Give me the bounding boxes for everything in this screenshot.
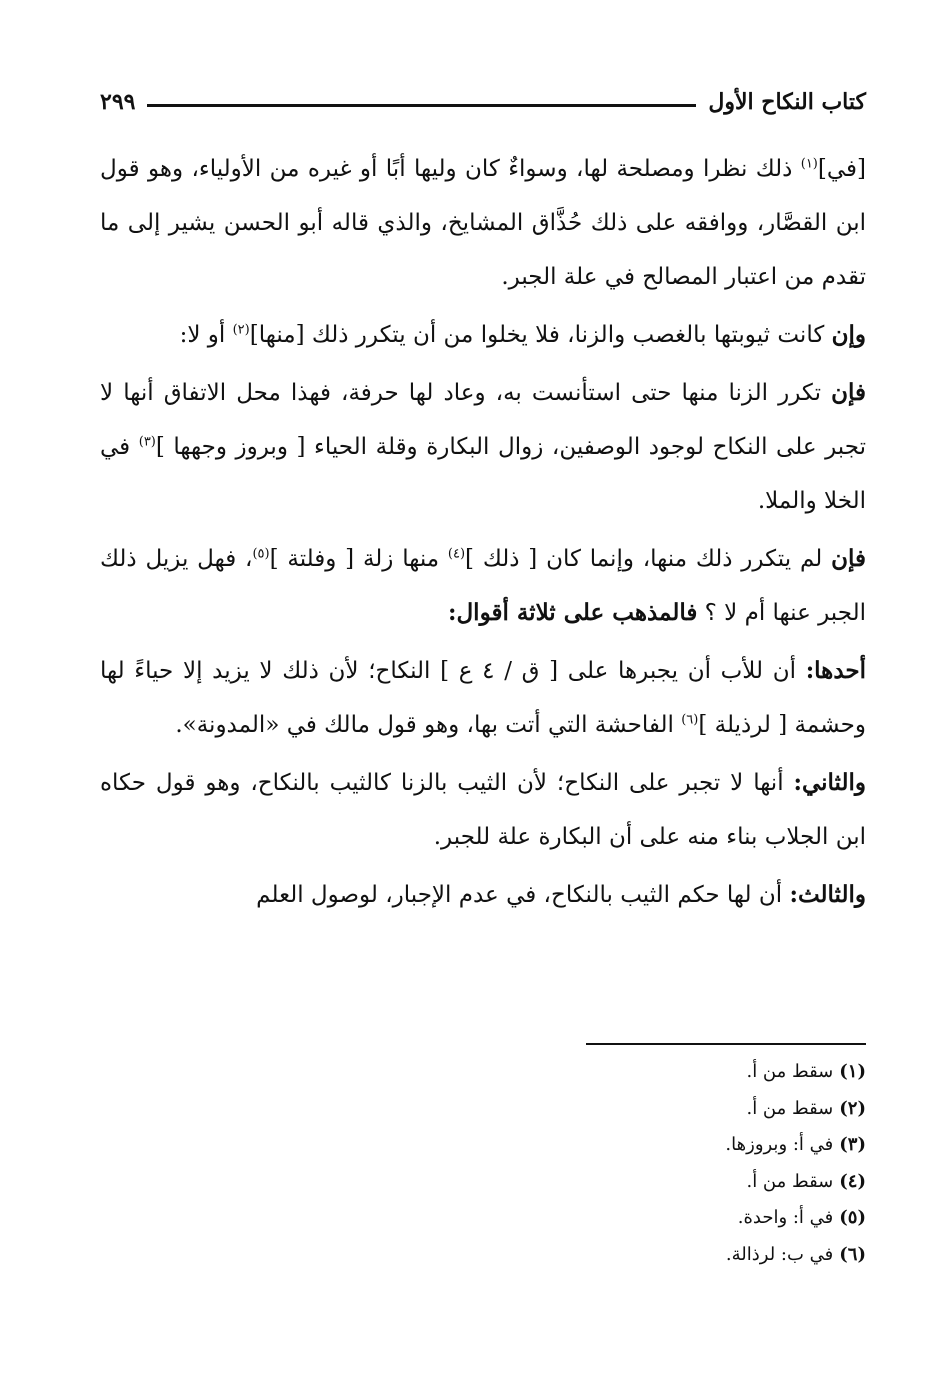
- footnote-number: (٤): [839, 1170, 866, 1192]
- footnote-text: في أ: وبروزها.: [725, 1134, 834, 1155]
- footnote-marker: (٥): [252, 546, 270, 562]
- bold-lead-word: فإن: [831, 545, 866, 572]
- text-run: لم يتكرر ذلك منها، وإنما كان [ ذلك ]: [465, 546, 832, 572]
- footnote: [400, 1164, 866, 1201]
- text-run: أن للأب أن يجبرها على [ ق / ٤ ع ] النكاح؛ لأن ذلك لا يزيد إلا حياءً لها وحشمة [ لرذيلة ]: [100, 658, 866, 738]
- footnote: [400, 1054, 866, 1091]
- bold-lead-word: والثالث:: [789, 881, 866, 908]
- text-run: كانت ثيوبتها بالغصب والزنا، فلا يخلوا من أن يتكرر ذلك [منها]: [249, 322, 832, 348]
- footnote-text: في ب: لرذالة.: [725, 1243, 834, 1265]
- footnote-marker: (٤): [447, 546, 466, 562]
- footnote-text: في أ: واحدة.: [737, 1207, 834, 1228]
- paragraph: [100, 868, 866, 922]
- footnote-text: سقط من أ.: [746, 1061, 834, 1082]
- bold-lead-word: والثاني:: [793, 769, 866, 796]
- chapter-title: كتاب النكاح الأول: [708, 89, 866, 115]
- footnote-number: (١): [839, 1061, 866, 1082]
- text-run: تكرر الزنا منها حتى استأنست به، وعاد لها حرفة، فهذا محل الاتفاق أنها لا تجبر على النكاح لوجود الوصفين، زوال البكارة وقلة الحياء [ وبروز وجهها ]: [100, 380, 866, 460]
- footnote-marker: (١): [800, 156, 818, 172]
- footnote-marker: (٦): [681, 712, 699, 728]
- footnote-separator: [586, 1043, 866, 1045]
- body-text: [100, 142, 866, 926]
- paragraph: [100, 756, 866, 864]
- footnote: [400, 1127, 866, 1164]
- text-run: ذلك نظرا ومصلحة لها، وسواءٌ كان وليها أبًا أو غيره من الأولياء، وهو قول ابن القصَّار، ووافقه على ذلك حُذَّاق المشايخ، والذي قاله أبو الحسن يشير إلى ما تقدم من اعتبار المصالح في علة الجبر.: [100, 156, 866, 290]
- footnote-marker: (٢): [232, 322, 250, 338]
- bold-lead-word: فإن: [831, 379, 866, 406]
- footnotes: [400, 1054, 866, 1273]
- paragraph: [100, 644, 866, 752]
- bold-lead-word: وإن: [831, 321, 866, 348]
- footnote-number: (٦): [839, 1243, 866, 1265]
- text-run: أنها لا تجبر على النكاح؛ لأن الثيب بالزنا كالثيب بالنكاح، وهو قول حكاه ابن الجلاب بناء منه على أن البكارة علة للجبر.: [100, 770, 866, 850]
- running-header: [100, 84, 866, 120]
- footnote-number: (٥): [839, 1207, 866, 1228]
- footnote-text: سقط من أ.: [746, 1097, 834, 1119]
- bold-lead-word: فالمذهب على ثلاثة أقوال:: [447, 599, 698, 626]
- paragraph: [100, 142, 866, 304]
- text-run: [في]: [817, 156, 866, 182]
- text-run: أو لا:: [179, 322, 233, 348]
- page-number: ٢٩٩: [100, 89, 136, 115]
- footnote-number: (٣): [839, 1134, 866, 1155]
- paragraph: [100, 308, 866, 362]
- footnote: [400, 1091, 866, 1128]
- text-run: أن لها حكم الثيب بالنكاح، في عدم الإجبار، لوصول العلم: [256, 882, 790, 908]
- bold-lead-word: أحدها:: [805, 657, 866, 684]
- paragraph: [100, 532, 866, 640]
- footnote-text: سقط من أ.: [746, 1170, 834, 1192]
- footnote: [400, 1200, 866, 1237]
- footnote: [400, 1237, 866, 1274]
- text-run: منها زلة [ وفلتة ]: [269, 546, 448, 572]
- footnote-marker: (٣): [138, 434, 156, 450]
- footnote-number: (٢): [839, 1097, 866, 1119]
- text-run: ، فهل يزيل ذلك الجبر عنها أم لا ؟: [100, 546, 866, 626]
- text-run: الفاحشة التي أتت بها، وهو قول مالك في «المدونة».: [175, 712, 682, 738]
- header-rule: [147, 104, 696, 107]
- text-run: في الخلا والملا.: [100, 434, 866, 514]
- paragraph: [100, 366, 866, 528]
